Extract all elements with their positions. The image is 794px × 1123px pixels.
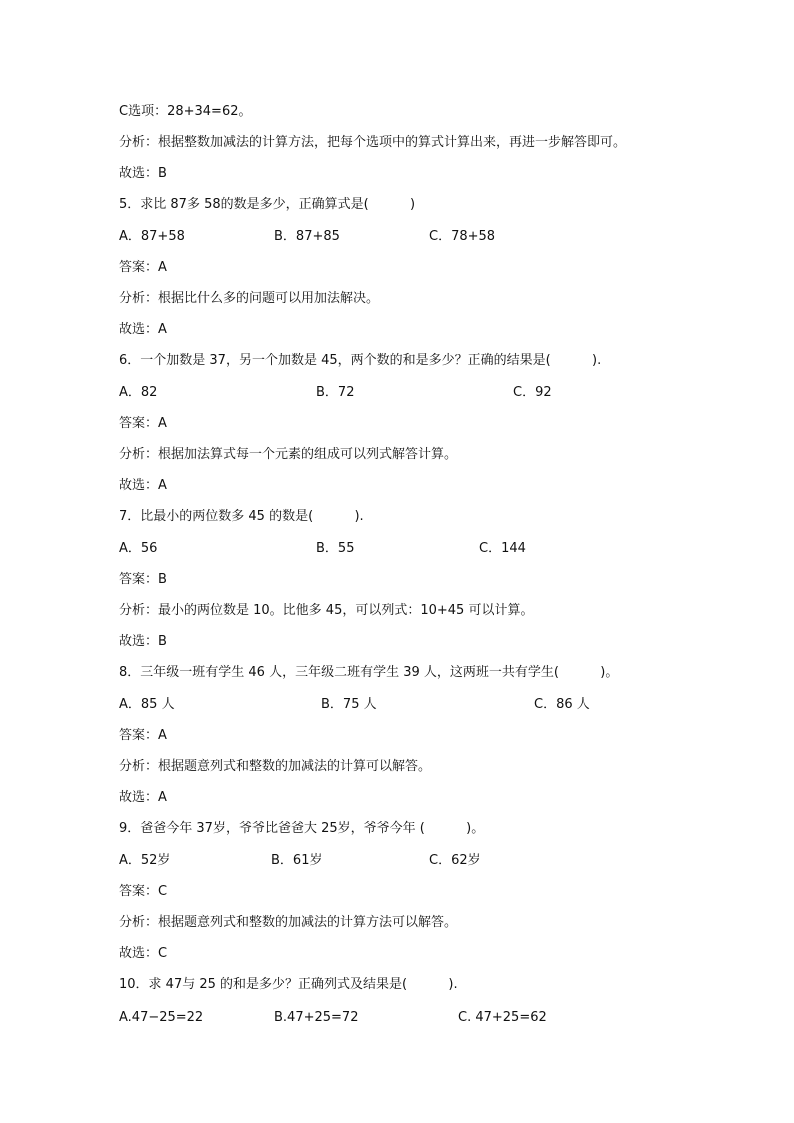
question-9-option-c: C．62岁 <box>429 853 481 868</box>
question-7-choice: 故选：B <box>119 634 167 649</box>
question-9-choice: 故选：C <box>119 946 168 961</box>
question-5-option-a: A．87+58 <box>119 229 185 244</box>
question-6-option-a: A．82 <box>119 385 158 400</box>
question-6-stem: 6．一个加数是 37，另一个加数是 45，两个数的和是多少？正确的结果是( ). <box>119 353 602 368</box>
question-8-option-c: C．86 人 <box>534 697 590 712</box>
question-8-option-a: A．85 人 <box>119 697 175 712</box>
question-7-analysis: 分析：最小的两位数是 10。比他多 45，可以列式：10+45 可以计算。 <box>119 603 534 618</box>
question-6-option-b: B．72 <box>316 385 355 400</box>
question-6-option-c: C．92 <box>513 385 552 400</box>
question-6-choice: 故选：A <box>119 478 167 493</box>
option-c-solution: C选项：28+34=62。 <box>119 104 252 119</box>
question-6-answer: 答案：A <box>119 416 167 431</box>
question-9-analysis: 分析：根据题意列式和整数的加减法的计算方法可以解答。 <box>119 915 458 930</box>
question-9-option-b: B．61岁 <box>271 853 323 868</box>
choice-text: 故选：B <box>119 166 167 181</box>
question-10-option-c: C. 47+25=62 <box>458 1010 547 1025</box>
question-5-answer: 答案：A <box>119 260 167 275</box>
question-5-stem: 5．求比 87多 58的数是多少，正确算式是( ) <box>119 197 416 212</box>
question-9-stem: 9．爸爸今年 37岁，爷爷比爸爸大 25岁，爷爷今年 ( )。 <box>119 821 485 836</box>
question-8-option-b: B．75 人 <box>321 697 377 712</box>
question-10-option-a: A.47−25=22 <box>119 1010 204 1025</box>
question-8-answer: 答案：A <box>119 728 167 743</box>
question-9-answer: 答案：C <box>119 884 168 899</box>
question-8-stem: 8．三年级一班有学生 46 人，三年级二班有学生 39 人，这两班一共有学生( )。 <box>119 665 619 680</box>
question-5-option-b: B．87+85 <box>274 229 340 244</box>
question-6-analysis: 分析：根据加法算式每一个元素的组成可以列式解答计算。 <box>119 447 458 462</box>
question-7-option-a: A．56 <box>119 541 158 556</box>
question-5-option-c: C．78+58 <box>429 229 496 244</box>
question-7-option-c: C．144 <box>479 541 526 556</box>
question-7-stem: 7．比最小的两位数多 45 的数是( ). <box>119 509 364 524</box>
question-5-analysis: 分析：根据比什么多的问题可以用加法解决。 <box>119 291 380 306</box>
question-8-analysis: 分析：根据题意列式和整数的加减法的计算可以解答。 <box>119 759 432 774</box>
question-8-choice: 故选：A <box>119 790 167 805</box>
question-9-option-a: A．52岁 <box>119 853 171 868</box>
analysis-text: 分析：根据整数加减法的计算方法，把每个选项中的算式计算出来，再进一步解答即可。 <box>119 135 627 150</box>
question-10-stem: 10．求 47与 25 的和是多少？正确列式及结果是( ). <box>119 977 458 992</box>
question-10-option-b: B.47+25=72 <box>274 1010 359 1025</box>
question-5-choice: 故选：A <box>119 322 167 337</box>
question-7-answer: 答案：B <box>119 572 167 587</box>
question-7-option-b: B．55 <box>316 541 355 556</box>
